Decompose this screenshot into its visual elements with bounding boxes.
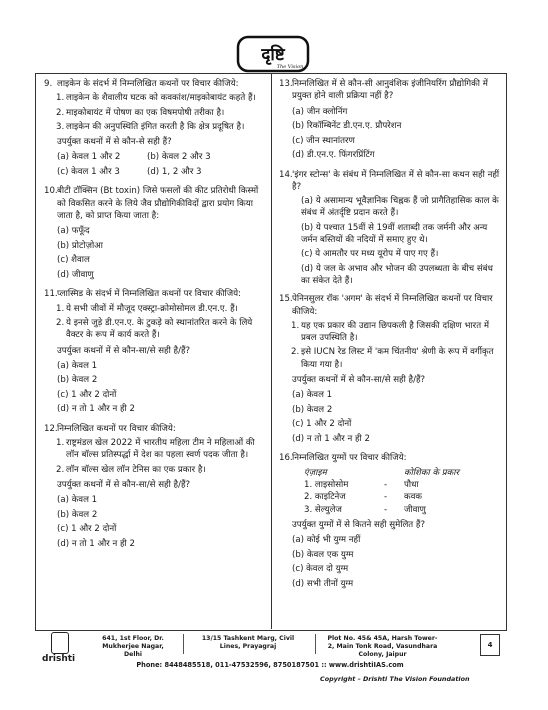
option-b: (b) केवल 2 और 3 (147, 152, 211, 163)
question-14: 14. 'इंगर स्टोन्स' के संबंध में निम्नलिखित में से कौन-सा कथन सही नहीं है? (a) ये असामान्य भूवैज्ञानिक चिह्नक हैं जो प्रागैतिहासिक काल के संबंध में अंतर्दृष्टि प्रदान करते हैं। (b) ये पश्चात 15वीं से 19वीं शताब्दी तक जर्मनी और अन्य जर्मन बस्तियों की नदियों में समाए हुए थे। (c) ये आमतौर पर मध्य यूरोप में पाए गए हैं। (d) ये जल के अभाव और भोजन की उपलब्धता के बीच संबंध का संकेत देते हैं। (279, 169, 500, 286)
option-a: (a) फफूँद (57, 226, 90, 237)
option-d: (d) डी.एन.ए. फिंगरप्रिंटिंग (292, 150, 375, 161)
option-d: (d) सभी तीनों युग्म (292, 578, 354, 589)
page-number: 4 (480, 634, 500, 656)
divider (183, 634, 184, 654)
question-ask: उपर्युक्त युग्मों में से कितने सही सुमेलित हैं? (292, 519, 426, 530)
question-text: बीटी टॉक्सिन (Bt toxin) जिसे फसलों की कीट प्रतिरोधी किस्मों को विकसित करने के लिये जैव प्रौद्योगिकीविदों द्वारा प्रयोग किया जाता है, को प्राप्त किया जाता है: (57, 186, 259, 222)
question-ask: उपर्युक्त कथनों में से कौन-सा/से सही है/हैं? (292, 375, 426, 386)
question-ask: उपर्युक्त कथनों में से कौन-सा/से सही है/हैं? (57, 480, 191, 491)
option-b: (b) ये पश्चात 15वीं से 19वीं शताब्दी तक जर्मनी और अन्य जर्मन बस्तियों की नदियों में समाए हुए थे। (301, 222, 488, 246)
drishti-logo (235, 34, 311, 74)
option-a: (a) केवल 1 (57, 495, 98, 506)
question-text: प्लास्मिड के संदर्भ में निम्नलिखित कथनों पर विचार कीजिये: (57, 289, 242, 300)
option-a: (a) कोई भी युग्म नहीं (292, 535, 361, 546)
match-header-enzyme: एंज़ाइम (304, 467, 327, 478)
match-cell: - (384, 504, 388, 515)
option-d: (d) न तो 1 और न ही 2 (57, 538, 135, 549)
statement: यह एक प्रकार की उद्यान छिपकली है जिसकी दक्षिण भारत में प्रबल उपस्थिति है। (301, 320, 489, 344)
match-cell: जीवाणु (404, 504, 426, 515)
match-cell: 1. लाइसोसोम (304, 479, 349, 490)
question-10: 10. बीटी टॉक्सिन (Bt toxin) जिसे फसलों की कीट प्रतिरोधी किस्मों को विकसित करने के लिये जैव प्रौद्योगिकीविदों द्वारा प्रयोग किया जाता है, को प्राप्त किया जाता है: (a) फफूँद (b) प्रोटोज़ोआ (c) शैवाल (d) जीवाणु (44, 185, 266, 282)
option-a: (a) जीन क्लोनिंग (292, 106, 348, 117)
question-12: 12. निम्नलिखित कथनों पर विचार कीजिये: 1. राष्ट्रमंडल खेल 2022 में भारतीय महिला टीम ने महिलाओं की लॉन बॉल्स प्रतिस्पर्द्धा में देश का पहला स्वर्ण पदक जीता है। 2. लॉन बॉल्स खेल लॉन टेनिस का एक प्रकार है। उपर्युक्त कथनों में से कौन-सा/से सही है/हैं? (a) केवल 1 (b) केवल 2 (c) 1 और 2 दोनों (d) न तो 1 और न ही 2 (44, 423, 266, 551)
option-c: (c) 1 और 2 दोनों (57, 389, 117, 400)
option-c: (c) केवल दो युग्म (292, 564, 349, 575)
svg-text:दृष्टि: दृष्टि (261, 45, 285, 65)
statement: राष्ट्रमंडल खेल 2022 में भारतीय महिला टीम ने महिलाओं की लॉन बॉल्स प्रतिस्पर्द्धा में देश का पहला स्वर्ण पदक जीता है। (66, 438, 255, 461)
d-logo-icon (51, 632, 69, 654)
option-b: (b) केवल 2 (57, 509, 98, 520)
option-c: (c) ये आमतौर पर मध्य यूरोप में पाए गए हैं। (301, 249, 439, 260)
question-11: 11. प्लास्मिड के संदर्भ में निम्नलिखित कथनों पर विचार कीजिये: 1. ये सभी जीवों में मौजूद एक्स्ट्रा-क्रोमोसोमल डी.एन.ए. हैं। 2. ये इनसे जुड़े डी.एन.ए. के टुकड़े को स्थानांतरित करने के लिये वैक्टर के रूप में कार्य करते हैं। उपर्युक्त कथनों में से कौन-सा/से सही है/हैं? (a) केवल 1 (b) केवल 2 (c) 1 और 2 दोनों (d) न तो 1 और न ही 2 (44, 288, 266, 416)
address-delhi: 641, 1st Floor, Dr. Mukherjee Nagar, Delhi (102, 635, 164, 658)
right-column (279, 78, 501, 597)
question-text: 'इंगर स्टोन्स' के संबंध में निम्नलिखित में से कौन-सा कथन सही नहीं है? (292, 169, 500, 192)
statement: लाइकेन के शैवालीय घटक को कवकांश/माइकोबायंट कहते हैं। (66, 93, 256, 104)
question-ask: उपर्युक्त कथनों में से कौन-सा/से सही है/हैं? (57, 345, 191, 356)
statement: माइकोबायंट में पोषण का एक विषमपोषी तरीका है। (66, 107, 225, 118)
copyright: Copyright – Drishti The Vision Foundation (320, 675, 470, 683)
option-d: (d) न तो 1 और न ही 2 (292, 433, 370, 444)
match-table (279, 467, 501, 516)
statement: ये सभी जीवों में मौजूद एक्स्ट्रा-क्रोमोसोमल डी.एन.ए. हैं। (66, 303, 238, 314)
option-c: (c) 1 और 2 दोनों (57, 524, 117, 535)
match-cell: पौधा (404, 479, 419, 490)
svg-text:The Vision: The Vision (276, 64, 304, 70)
column-divider (271, 73, 272, 629)
option-c: (c) केवल 1 और 3 (57, 166, 120, 177)
question-9: 9. लाइकेन के संदर्भ में निम्नलिखित कथनों पर विचार कीजिये: 1. लाइकेन के शैवालीय घटक को कवकांश/माइकोबायंट कहते हैं। 2. माइकोबायंट में पोषण का एक विषमपोषी तरीका है। 3. लाइकेन की अनुपस्थिति इंगित करती है कि क्षेत्र प्रदूषित है। उपर्युक्त कथनों में से कौन-से सही हैं? (a) केवल 1 और 2 (b) केवल 2 और 3 (c) केवल 1 और 3 (d) 1, 2 और 3 (44, 78, 266, 179)
option-a: (a) केवल 1 और 2 (57, 152, 121, 163)
option-a: (a) केवल 1 (292, 390, 333, 401)
contact-line: Phone: 8448485518, 011-47532596, 8750187501 :: www.drishtiIAS.com (136, 661, 404, 669)
question-15: 15. पेनिनसुलर रॉक 'अगम' के संदर्भ में निम्नलिखित कथनों पर विचार कीजिये: 1. यह एक प्रकार की उद्यान छिपकली है जिसकी दक्षिण भारत में प्रबल उपस्थिति है। 2. इसे IUCN रेड लिस्ट में 'कम चिंतनीय' श्रेणी के रूप में वर्गीकृत किया गया है। उपर्युक्त कथनों में से कौन-सा/से सही है/हैं? (a) केवल 1 (b) केवल 2 (c) 1 और 2 दोनों (d) न तो 1 और न ही 2 (279, 293, 501, 446)
question-text: पेनिनसुलर रॉक 'अगम' के संदर्भ में निम्नलिखित कथनों पर विचार कीजिये: (292, 294, 493, 317)
question-16: 16. निम्नलिखित युग्मों पर विचार कीजिये: एंज़ाइम कोशिका के प्रकार 1. लाइसोसोम - पौधा 2. काइटिनेज - कवक 3. सेल्युलेज - जीवाणु उपर्युक्त युग्मों में से कितने सही सुमेलित हैं? (a) कोई भी युग्म नहीं (b) केवल एक युग्म (c) केवल दो युग्म (d) सभी तीनों युग्म (279, 452, 501, 591)
question-13: 13. निम्नलिखित में से कौन-सी आनुवंशिक इंजीनियरिंग प्रौद्योगिकी में प्रयुक्त होने वाली प्रक्रिया नहीं है? (a) जीन क्लोनिंग (b) रिकॉम्बिनेंट डी.एन.ए. प्रौपरेशन (c) जीन स्थानांतरण (d) डी.एन.ए. फिंगरप्रिंटिंग (279, 78, 501, 163)
option-d: (d) 1, 2 और 3 (147, 166, 202, 177)
match-header-sep (384, 467, 404, 479)
option-a: (a) ये असामान्य भूवैज्ञानिक चिह्नक हैं जो प्रागैतिहासिक काल के संबंध में अंतर्दृष्टि प्रदान करते हैं। (301, 196, 499, 219)
question-text: निम्नलिखित में से कौन-सी आनुवंशिक इंजीनियरिंग प्रौद्योगिकी में प्रयुक्त होने वाली प्रक्रिया नहीं है? (292, 79, 488, 102)
match-cell: कवक (404, 492, 422, 503)
option-d: (d) ये जल के अभाव और भोजन की उपलब्धता के बीच संबंध का संकेत देते हैं। (301, 263, 493, 286)
option-c: (c) जीन स्थानांतरण (292, 135, 355, 146)
option-d: (d) जीवाणु (57, 269, 94, 280)
option-c: (c) शैवाल (57, 255, 90, 266)
address-jaipur: Plot No. 45& 45A, Harsh Tower-2, Main Tonk Road, Vasundhara Colony, Jaipur (327, 635, 438, 658)
question-text: निम्नलिखित कथनों पर विचार कीजिये: (57, 423, 176, 434)
statement: लाइकेन की अनुपस्थिति इंगित करती है कि क्षेत्र प्रदूषित है। (66, 121, 245, 132)
option-b: (b) केवल 2 (57, 375, 98, 386)
option-b: (b) रिकॉम्बिनेंट डी.एन.ए. प्रौपरेशन (292, 121, 402, 132)
footer-brand: drishti (42, 654, 76, 664)
statement: लॉन बॉल्स खेल लॉन टेनिस का एक प्रकार है। (66, 464, 206, 475)
option-b: (b) केवल एक युग्म (292, 549, 354, 560)
option-b: (b) प्रोटोज़ोआ (57, 240, 103, 251)
question-text: लाइकेन के संदर्भ में निम्नलिखित कथनों पर विचार कीजिये: (57, 79, 239, 89)
match-cell: - (384, 479, 388, 490)
match-cell: 3. सेल्युलेज (304, 504, 342, 515)
question-text: निम्नलिखित युग्मों पर विचार कीजिये: (292, 453, 407, 464)
question-ask: उपर्युक्त कथनों में से कौन-से सही हैं? (57, 137, 172, 148)
match-cell: 2. काइटिनेज (304, 492, 346, 503)
footer (35, 632, 505, 672)
divider (315, 634, 316, 654)
option-d: (d) न तो 1 और न ही 2 (57, 404, 135, 415)
left-column (44, 78, 266, 557)
statement: ये इनसे जुड़े डी.एन.ए. के टुकड़े को स्थानांतरित करने के लिये वैक्टर के रूप में कार्य करते हैं। (66, 317, 253, 341)
option-b: (b) केवल 2 (292, 404, 333, 415)
match-cell: - (384, 492, 388, 503)
match-header-cell-type: कोशिका के प्रकार (404, 467, 460, 478)
option-a: (a) केवल 1 (57, 360, 98, 371)
statement: इसे IUCN रेड लिस्ट में 'कम चिंतनीय' श्रेणी के रूप में वर्गीकृत किया गया है। (301, 347, 494, 370)
option-c: (c) 1 और 2 दोनों (292, 419, 352, 430)
address-prayagraj: 13/15 Tashkent Marg, Civil Lines, Prayagraj (201, 635, 295, 650)
